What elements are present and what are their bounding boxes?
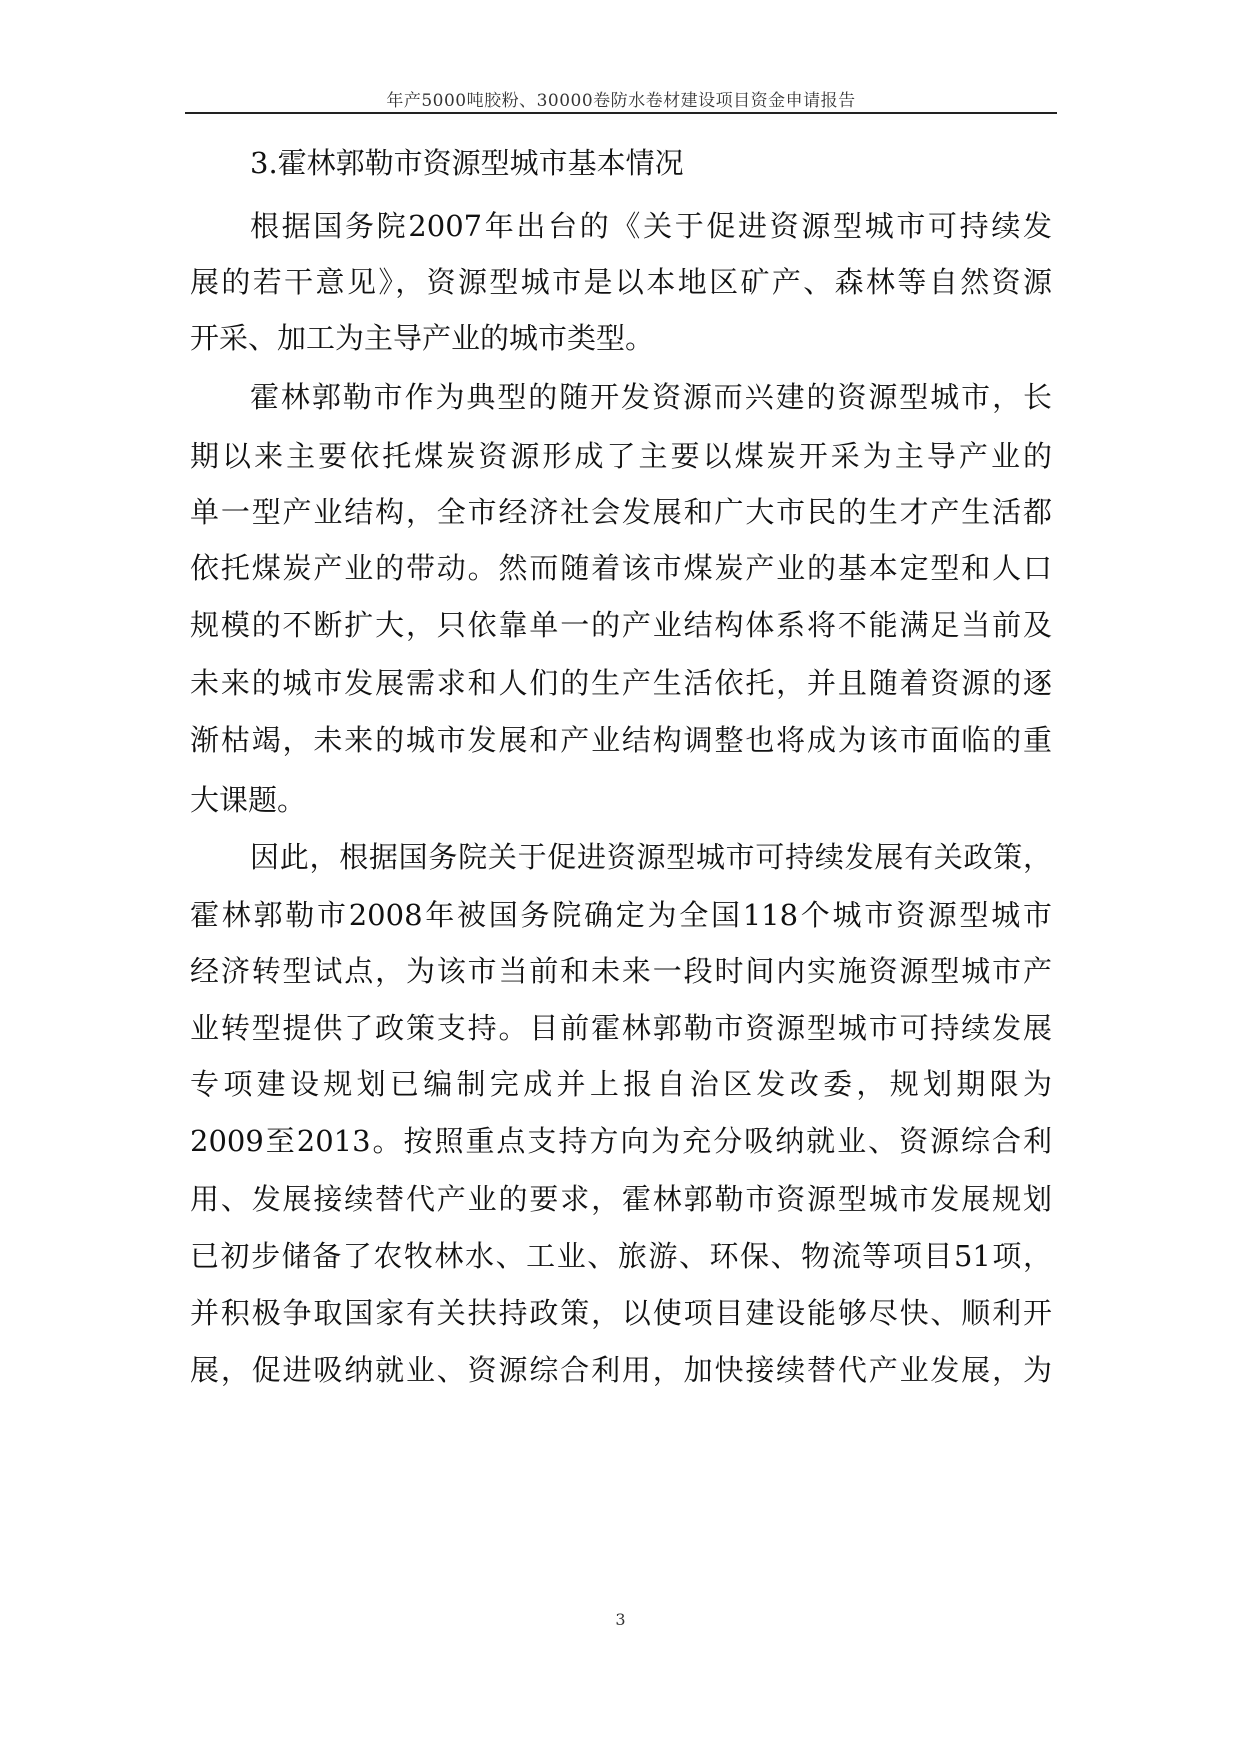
- paragraph-line: 未来的城市发展需求和人们的生产生活依托，并且随着资源的逐: [190, 666, 1052, 700]
- paragraph-line: 霍林郭勒市作为典型的随开发资源而兴建的资源型城市，长: [250, 380, 1052, 414]
- paragraph-line: 展，促进吸纳就业、资源综合利用，加快接续替代产业发展，为: [190, 1353, 1052, 1387]
- paragraph-line: 用、发展接续替代产业的要求，霍林郭勒市资源型城市发展规划: [190, 1182, 1052, 1216]
- paragraph-line: 并积极争取国家有关扶持政策，以使项目建设能够尽快、顺利开: [190, 1296, 1052, 1330]
- paragraph-line: 依托煤炭产业的带动。然而随着该市煤炭产业的基本定型和人口: [190, 551, 1052, 585]
- paragraph-line: 期以来主要依托煤炭资源形成了主要以煤炭开采为主导产业的: [190, 439, 1052, 473]
- paragraph-line: 霍林郭勒市2008年被国务院确定为全国118个城市资源型城市: [190, 898, 1052, 932]
- page-number: 3: [615, 1610, 626, 1629]
- paragraph-line: 业转型提供了政策支持。目前霍林郭勒市资源型城市可持续发展: [190, 1011, 1052, 1045]
- paragraph-line: 渐枯竭，未来的城市发展和产业结构调整也将成为该市面临的重: [190, 723, 1052, 757]
- paragraph-line: 规模的不断扩大，只依靠单一的产业结构体系将不能满足当前及: [190, 608, 1052, 642]
- section-heading: 3.霍林郭勒市资源型城市基本情况: [250, 146, 684, 180]
- paragraph-line: 已初步储备了农牧林水、工业、旅游、环保、物流等项目51项，: [190, 1239, 1052, 1273]
- page-header: [185, 84, 1057, 114]
- paragraph-line: 展的若干意见》，资源型城市是以本地区矿产、森林等自然资源: [190, 265, 1052, 299]
- paragraph-line: 开采、加工为主导产业的城市类型。: [190, 321, 655, 355]
- paragraph-line: 经济转型试点，为该市当前和未来一段时间内实施资源型城市产: [190, 954, 1052, 988]
- header-title: 年产5000吨胶粉、30000卷防水卷材建设项目资金申请报告: [386, 91, 856, 111]
- paragraph-line: 根据国务院2007年出台的《关于促进资源型城市可持续发: [250, 209, 1052, 243]
- paragraph-line: 因此，根据国务院关于促进资源型城市可持续发展有关政策，: [250, 840, 1052, 874]
- paragraph-line: 单一型产业结构，全市经济社会发展和广大市民的生才产生活都: [190, 495, 1052, 529]
- paragraph-line: 专项建设规划已编制完成并上报自治区发改委，规划期限为: [190, 1067, 1052, 1101]
- paragraph-line: 2009至2013。按照重点支持方向为充分吸纳就业、资源综合利: [190, 1124, 1052, 1158]
- paragraph-line: 大课题。: [190, 783, 307, 817]
